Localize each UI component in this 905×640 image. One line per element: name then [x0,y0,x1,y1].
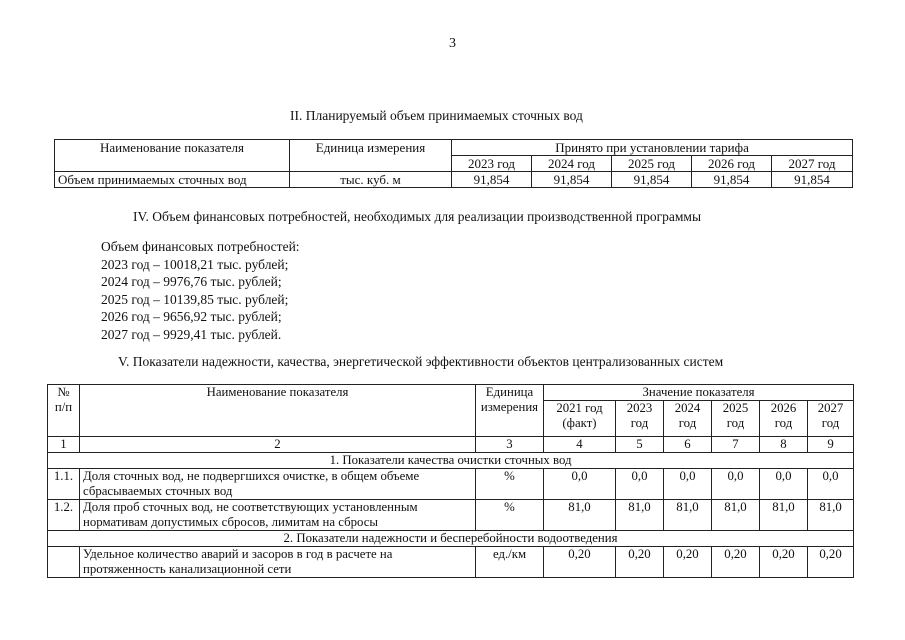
row-value: 0,20 [712,547,760,578]
col-header-number: № п/п [48,385,80,437]
row-value: 81,0 [808,500,854,531]
year-header: 2025 год [612,156,692,172]
financial-needs-list [101,238,300,343]
row-value: 81,0 [760,500,808,531]
group-header: 2. Показатели надежности и бесперебойности водоотведения [48,531,854,547]
financial-needs-line: 2027 год – 9929,41 тыс. рублей. [101,326,282,342]
row-value: 0,0 [760,469,808,500]
financial-needs-line: 2024 год – 9976,76 тыс. рублей; [101,274,282,289]
reliability-indicators-table [47,384,854,578]
row-value: 0,0 [544,469,616,500]
table-row [48,500,854,531]
column-number: 6 [664,437,712,453]
row-value: 0,20 [760,547,808,578]
row-value: 81,0 [664,500,712,531]
row-value: 91,854 [532,172,612,188]
row-value: 0,0 [616,469,664,500]
wastewater-volume-table [54,139,853,188]
table-row [55,172,853,188]
row-value: 0,20 [808,547,854,578]
row-unit: тыс. куб. м [290,172,452,188]
row-value: 0,20 [616,547,664,578]
row-value: 0,0 [664,469,712,500]
row-value: 0,20 [664,547,712,578]
row-value: 0,0 [712,469,760,500]
year-header: 2023 год [452,156,532,172]
row-unit: ед./км [476,547,544,578]
group-header: 1. Показатели качества очистки сточных вод [48,453,854,469]
financial-needs-line: 2023 год – 10018,21 тыс. рублей; [101,256,289,272]
row-number: 1.2. [48,500,80,531]
col-header-indicator-name: Наименование показателя [80,385,476,437]
row-name: Удельное количество аварий и засоров в год в расчете на протяженность канализационной сети [80,547,476,578]
year-header: 2027 год [772,156,853,172]
year-header: 2024 год [664,401,712,437]
financial-needs-line: 2025 год – 10139,85 тыс. рублей; [101,291,289,307]
col-header-value-group: Значение показателя [544,385,854,401]
year-header: 2021 год (факт) [544,401,616,437]
column-number: 3 [476,437,544,453]
col-header-tariff-group: Принято при установлении тарифа [452,140,853,156]
col-header-unit: Единица измерения [476,385,544,437]
row-value: 91,854 [612,172,692,188]
section-2-heading: II. Планируемый объем принимаемых сточных вод [290,108,583,123]
year-header: 2026 год [692,156,772,172]
column-number: 7 [712,437,760,453]
table-row [48,469,854,500]
row-value: 0,0 [808,469,854,500]
financial-needs-line: 2026 год – 9656,92 тыс. рублей; [101,309,282,324]
col-header-unit: Единица измерения [290,140,452,172]
year-header: 2025 год [712,401,760,437]
row-value: 0,20 [544,547,616,578]
section-5-heading: V. Показатели надежности, качества, энергетической эффективности объектов централизованных систем [118,354,724,369]
section-4-heading: IV. Объем финансовых потребностей, необходимых для реализации производственной программы [133,209,702,224]
row-value: 91,854 [692,172,772,188]
column-number: 5 [616,437,664,453]
row-number [48,547,80,578]
row-name: Объем принимаемых сточных вод [55,172,290,188]
year-header: 2024 год [532,156,612,172]
row-value: 91,854 [772,172,853,188]
year-header: 2026 год [760,401,808,437]
row-unit: % [476,469,544,500]
row-name: Доля сточных вод, не подвергшихся очистке, в общем объеме сбрасываемых сточных вод [80,469,476,500]
column-number: 1 [48,437,80,453]
col-header-indicator-name: Наименование показателя [55,140,290,172]
column-number-row [48,437,854,453]
row-name: Доля проб сточных вод, не соответствующих установленным нормативам допустимых сбросов, лимитам на сбросы [80,500,476,531]
row-value: 81,0 [544,500,616,531]
table-row [48,547,854,578]
year-header: 2027 год [808,401,854,437]
column-number: 2 [80,437,476,453]
row-value: 81,0 [712,500,760,531]
row-value: 91,854 [452,172,532,188]
row-number: 1.1. [48,469,80,500]
row-unit: % [476,500,544,531]
financial-needs-line: Объем финансовых потребностей: [101,239,300,254]
row-value: 81,0 [616,500,664,531]
column-number: 4 [544,437,616,453]
page-number: 3 [449,36,456,51]
year-header: 2023 год [616,401,664,437]
column-number: 9 [808,437,854,453]
column-number: 8 [760,437,808,453]
